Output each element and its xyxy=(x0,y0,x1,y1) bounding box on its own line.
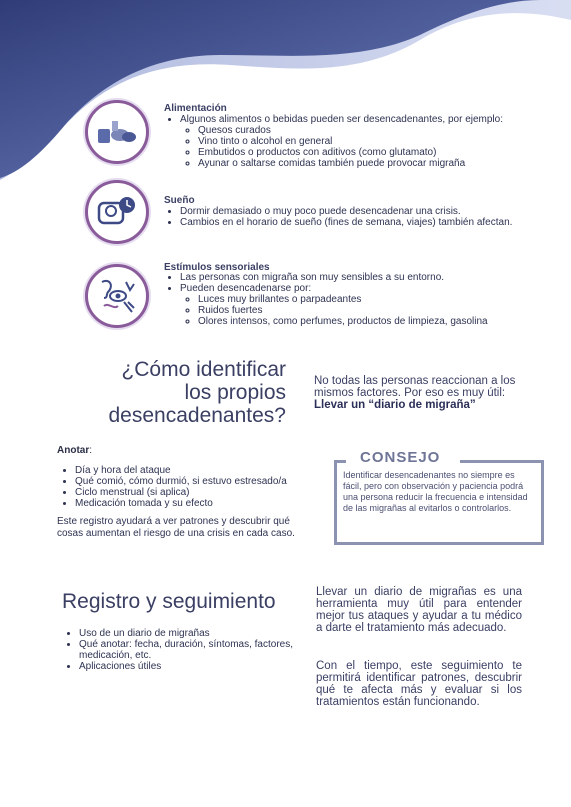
list-item: • Qué anotar: fecha, duración, síntomas, factores, medicación, etc. xyxy=(79,639,293,661)
section-title-estimulos: Estímulos sensoriales xyxy=(164,262,270,273)
list-item: • Dormir demasiado o muy poco puede desencadenar una crisis. xyxy=(180,206,564,217)
sleep-icon xyxy=(97,195,137,229)
list-item: • Qué comió, cómo durmió, si estuvo estresado/a xyxy=(75,476,329,487)
registro-list xyxy=(63,628,293,672)
section-title-sueno: Sueño xyxy=(164,195,195,206)
registro-paragraph-1: Llevar un diario de migrañas es una herramienta muy útil para entender mejor tus ataques y ayudar a tu médico a darte el tratamiento más adecuado. xyxy=(316,586,522,634)
senses-icon xyxy=(96,276,138,316)
list-item: • Uso de un diario de migrañas xyxy=(79,628,293,639)
list-item: • Cambios en el horario de sueño (fines de semana, viajes) también afectan. xyxy=(180,217,564,228)
list-item: ◦ Luces muy brillantes o parpadeantes xyxy=(198,294,564,305)
list-item: ◦ Embutidos o productos con aditivos (como glutamato) xyxy=(198,147,554,158)
registro-heading: Registro y seguimiento xyxy=(62,590,276,613)
header-wave xyxy=(0,0,571,200)
list-item: ◦ Ruidos fuertes xyxy=(198,305,564,316)
list-item: • Ciclo menstrual (si aplica) xyxy=(75,487,329,498)
registro-note: Este registro ayudará a ver patrones y descubrir qué cosas aumentan el riesgo de una crisis en cada caso. xyxy=(57,516,295,539)
consejo-text: Identificar desencadenantes no siempre es fácil, pero con observación y paciencia podrá una persona reducir la frecuencia e intensidad de las migrañas al evitarlos o controlarlos. xyxy=(343,470,528,513)
food-icon xyxy=(96,117,138,147)
list-item: • Las personas con migraña son muy sensibles a su entorno. xyxy=(180,272,564,283)
section-list-sueno xyxy=(164,206,564,228)
section-title-alimentacion: Alimentación xyxy=(164,103,227,114)
consejo-title: CONSEJO xyxy=(356,449,444,466)
section-list-alimentacion xyxy=(164,114,554,169)
identify-heading: ¿Cómo identificar los propios desencadenantes? xyxy=(108,358,286,427)
list-item: • Medicación tomada y su efecto xyxy=(75,498,329,509)
list-item: ◦ Ayunar o saltarse comidas también puede provocar migraña xyxy=(198,158,554,169)
list-item: • Aplicaciones útiles xyxy=(79,661,293,672)
registro-paragraph-2: Con el tiempo, este seguimiento te permitirá identificar patrones, descubrir qué te afecta más y evaluar si los tratamientos están funcionando. xyxy=(316,660,522,708)
identify-intro: No todas las personas reaccionan a los mismos factores. Por eso es muy útil: Llevar un “diario de migraña” xyxy=(314,375,516,411)
list-item: ◦ Vino tinto o alcohol en general xyxy=(198,136,554,147)
senses-icon-circle xyxy=(85,264,149,328)
list-item: • Algunos alimentos o bebidas pueden ser desencadenantes, por ejemplo: ◦ Quesos curados ◦ Vino tinto o alcohol en general ◦ Embutidos o productos con aditivos (como glutamato) ◦ Ayunar o saltarse comidas también puede provocar migraña xyxy=(180,114,554,169)
list-item: ◦ Olores intensos, como perfumes, productos de limpieza, gasolina xyxy=(198,316,564,327)
food-icon-circle xyxy=(85,100,149,164)
list-item: • Día y hora del ataque xyxy=(75,465,329,476)
list-item: ◦ Quesos curados xyxy=(198,125,554,136)
list-item: • Pueden desencadenarse por: ◦ Luces muy brillantes o parpadeantes ◦ Ruidos fuertes ◦ Olores intensos, como perfumes, productos de limpieza, gasolina xyxy=(180,283,564,327)
anotar-list xyxy=(59,465,329,509)
section-list-estimulos xyxy=(164,272,564,327)
anotar-label: Anotar: xyxy=(57,445,93,456)
sleep-icon-circle xyxy=(85,180,149,244)
